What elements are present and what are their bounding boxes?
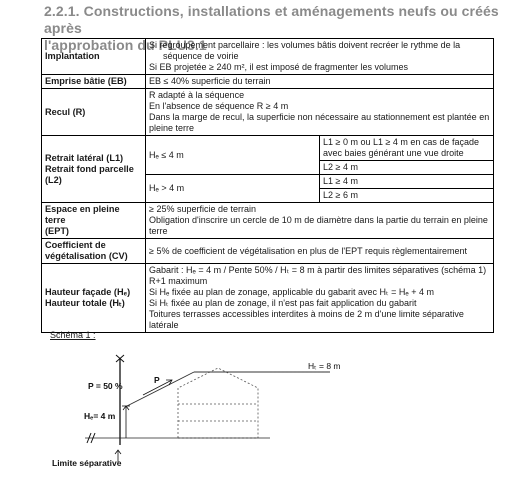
hauteur-line: Gabarit : Hₑ = 4 m / Pente 50% / Hₜ = 8 m à partir des limites séparatives (schéma 1) xyxy=(149,265,487,275)
value-l1-gt-4: L1 ≥ 4 m xyxy=(320,175,494,189)
ht-label: Hₜ = 8 m xyxy=(308,361,341,371)
cv-label-line: végétalisation (CV) xyxy=(45,251,128,261)
ept-line: terre xyxy=(149,226,168,236)
p-label: P xyxy=(154,375,160,385)
value-l2-le-4: L2 ≥ 4 m xyxy=(320,161,494,175)
value-recul xyxy=(146,89,494,136)
value-implantation xyxy=(146,39,494,75)
hauteur-line: Toitures terrasses accessibles interdites à moins de 2 m d'une limite séparative latérale xyxy=(149,309,464,330)
section-heading-line-2: l'approbation du PLU3.1 xyxy=(44,37,207,53)
p-percent-label: P = 50 % xyxy=(88,381,123,391)
row-emprise xyxy=(42,75,494,89)
recul-line: pleine terre xyxy=(149,123,195,133)
label-retrait xyxy=(42,136,146,203)
recul-line: R adapté à la séquence xyxy=(149,90,245,100)
gabarit-diagram xyxy=(40,350,470,475)
hauteur-line: Si Hₜ fixée au plan de zonage, il n'est pas fait application du gabarit xyxy=(149,298,417,308)
label-hauteur xyxy=(42,264,146,333)
label-implantation: Implantation xyxy=(42,39,146,75)
schema-title: Schéma 1 : xyxy=(50,330,96,340)
hauteur-label-line: Hauteur totale (Hₜ) xyxy=(45,298,125,308)
ept-label-line: Espace en pleine terre xyxy=(45,204,120,225)
row-ept xyxy=(42,203,494,239)
regulation-table xyxy=(41,38,494,333)
recul-line: En l'absence de séquence R ≥ 4 m xyxy=(149,101,289,111)
row-retrait-1 xyxy=(42,136,494,161)
label-ept xyxy=(42,203,146,239)
hf-label: Hₑ= 4 m xyxy=(84,411,116,421)
value-l2-gt-4: L2 ≥ 6 m xyxy=(320,189,494,203)
row-cv xyxy=(42,239,494,264)
limite-label: Limite séparative xyxy=(52,458,122,468)
retrait-label-line: Retrait fond parcelle xyxy=(45,163,134,174)
value-hauteur xyxy=(146,264,494,333)
condition-hf-gt-4: Hₑ > 4 m xyxy=(146,175,320,203)
value-ept xyxy=(146,203,494,239)
section-heading-line-1: 2.2.1. Constructions, installations et aménagements neufs ou créés après xyxy=(44,3,499,36)
hauteur-line: Si Hₑ fixée au plan de zonage, applicable du gabarit avec Hₜ = Hₑ + 4 m xyxy=(149,287,435,297)
hauteur-line: R+1 maximum xyxy=(149,276,208,286)
implantation-line: séquence de voirie xyxy=(163,51,239,61)
label-cv xyxy=(42,239,146,264)
row-implantation xyxy=(42,39,494,75)
label-emprise: Emprise bâtie (EB) xyxy=(42,75,146,89)
label-recul: Recul (R) xyxy=(42,89,146,136)
ept-line: Obligation d'inscrire un cercle de 10 m de diamètre dans la partie du terrain en pleine xyxy=(149,215,488,225)
row-hauteur xyxy=(42,264,494,333)
building-outline xyxy=(178,368,258,438)
hf-dimension xyxy=(122,406,130,438)
value-cv: ≥ 5% de coefficient de végétalisation en plus de l'EPT requis règlementairement xyxy=(146,239,494,264)
hauteur-label-line: Hauteur façade (Hₑ) xyxy=(45,287,131,297)
retrait-label-line: (L2) xyxy=(45,174,62,185)
condition-hf-le-4: Hₑ ≤ 4 m xyxy=(146,136,320,175)
implantation-line: Si EB projetée ≥ 240 m², il est imposé de fragmenter les volumes xyxy=(149,62,409,72)
cv-label-line: Coefficient de xyxy=(45,240,106,250)
ept-label-line: (EPT) xyxy=(45,226,69,236)
value-emprise: EB ≤ 40% superficie du terrain xyxy=(146,75,494,89)
implantation-line: Si regroupement parcellaire : les volumes bâtis doivent recréer le rythme de la xyxy=(149,40,461,50)
value-l1-le-4: L1 ≥ 0 m ou L1 ≥ 4 m en cas de façade avec baies générant une vue droite xyxy=(320,136,494,161)
retrait-label-line: Retrait latéral (L1) xyxy=(45,152,124,163)
row-recul xyxy=(42,89,494,136)
recul-line: Dans la marge de recul, la superficie non nécessaire au stationnement est plantée en xyxy=(149,112,490,122)
ept-line: ≥ 25% superficie de terrain xyxy=(149,204,256,214)
